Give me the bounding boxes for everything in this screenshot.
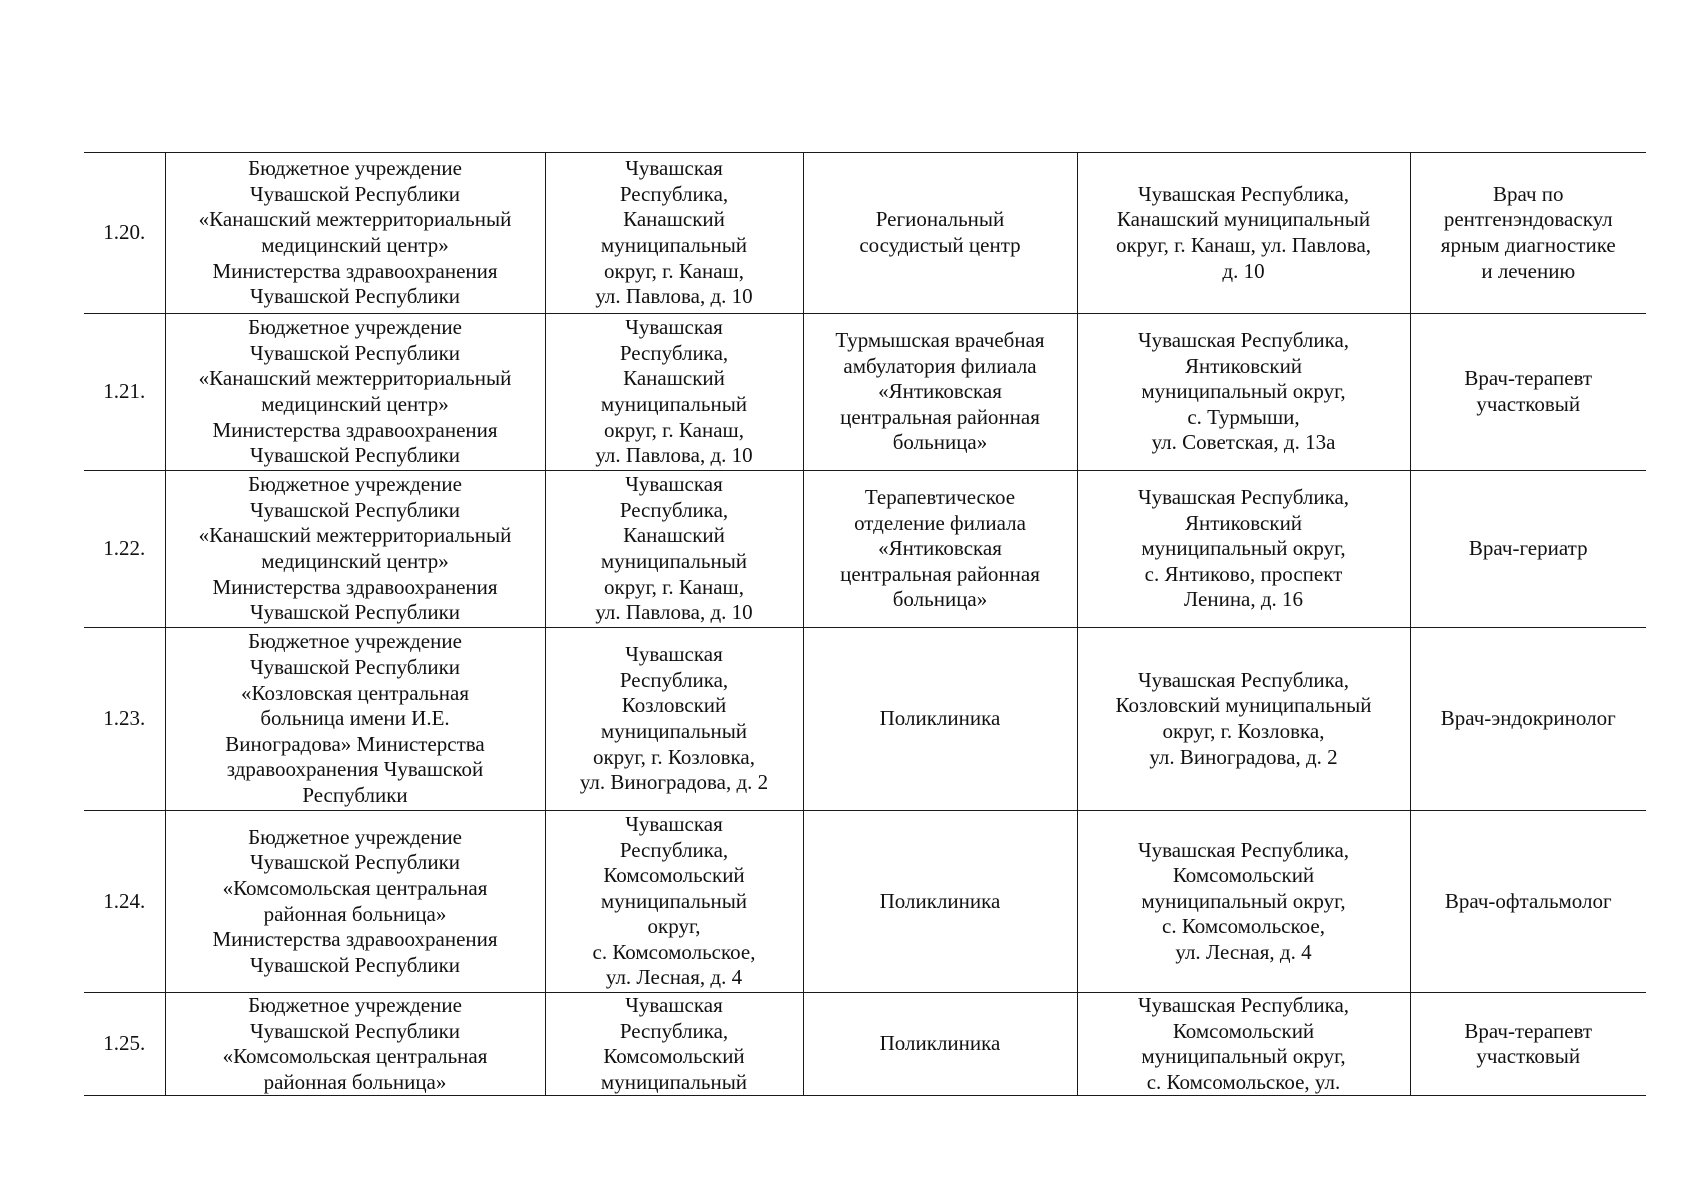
legal-address: Чувашская Республика, Канашский муниципальный округ, г. Канаш, ул. Павлова, д. 10 (545, 153, 803, 314)
table-row (84, 811, 1646, 993)
row-number: 1.22. (84, 471, 165, 628)
table-row (84, 153, 1646, 314)
legal-address: Чувашская Республика, Комсомольский муниципальный округ, с. Комсомольское, ул. Лесная, д. 4 (545, 811, 803, 993)
subdivision-name: Поликлиника (803, 993, 1077, 1096)
position-title: Врач-гериатр (1410, 471, 1646, 628)
position-title: Врач-терапевт участковый (1410, 314, 1646, 471)
actual-address: Чувашская Республика, Янтиковский муниципальный округ, с. Янтиково, проспект Ленина, д. 16 (1077, 471, 1410, 628)
subdivision-name: Региональный сосудистый центр (803, 153, 1077, 314)
position-title: Врач-терапевт участковый (1410, 993, 1646, 1096)
row-number: 1.21. (84, 314, 165, 471)
position-title: Врач по рентгенэндоваскул ярным диагностике и лечению (1410, 153, 1646, 314)
actual-address: Чувашская Республика, Комсомольский муниципальный округ, с. Комсомольское, ул. (1077, 993, 1410, 1096)
institution-name: Бюджетное учреждение Чувашской Республики «Канашский межтерриториальный медицинский центр» Министерства здравоохранения Чувашской Республики (165, 471, 545, 628)
subdivision-name: Поликлиника (803, 628, 1077, 811)
position-title: Врач-офтальмолог (1410, 811, 1646, 993)
legal-address: Чувашская Республика, Комсомольский муниципальный (545, 993, 803, 1096)
institution-name: Бюджетное учреждение Чувашской Республики «Комсомольская центральная районная больница» (165, 993, 545, 1096)
table-row (84, 314, 1646, 471)
subdivision-name: Терапевтическое отделение филиала «Янтиковская центральная районная больница» (803, 471, 1077, 628)
position-title: Врач-эндокринолог (1410, 628, 1646, 811)
row-number: 1.24. (84, 811, 165, 993)
row-number: 1.23. (84, 628, 165, 811)
table-row (84, 628, 1646, 811)
actual-address: Чувашская Республика, Янтиковский муниципальный округ, с. Турмыши, ул. Советская, д. 13а (1077, 314, 1410, 471)
row-number: 1.25. (84, 993, 165, 1096)
legal-address: Чувашская Республика, Канашский муниципальный округ, г. Канаш, ул. Павлова, д. 10 (545, 314, 803, 471)
legal-address: Чувашская Республика, Козловский муниципальный округ, г. Козловка, ул. Виноградова, д. 2 (545, 628, 803, 811)
subdivision-name: Турмышская врачебная амбулатория филиала «Янтиковская центральная районная больница» (803, 314, 1077, 471)
institution-name: Бюджетное учреждение Чувашской Республики «Комсомольская центральная районная больница» Министерства здравоохранения Чувашской Республики (165, 811, 545, 993)
institutions-table (84, 152, 1646, 1096)
subdivision-name: Поликлиника (803, 811, 1077, 993)
actual-address: Чувашская Республика, Козловский муниципальный округ, г. Козловка, ул. Виноградова, д. 2 (1077, 628, 1410, 811)
actual-address: Чувашская Республика, Канашский муниципальный округ, г. Канаш, ул. Павлова, д. 10 (1077, 153, 1410, 314)
legal-address: Чувашская Республика, Канашский муниципальный округ, г. Канаш, ул. Павлова, д. 10 (545, 471, 803, 628)
table-row (84, 993, 1646, 1096)
table-row (84, 471, 1646, 628)
row-number: 1.20. (84, 153, 165, 314)
document-table-container (84, 152, 1646, 1096)
institution-name: Бюджетное учреждение Чувашской Республики «Козловская центральная больница имени И.Е. Виноградова» Министерства здравоохранения Чувашской Республики (165, 628, 545, 811)
institution-name: Бюджетное учреждение Чувашской Республики «Канашский межтерриториальный медицинский центр» Министерства здравоохранения Чувашской Республики (165, 153, 545, 314)
actual-address: Чувашская Республика, Комсомольский муниципальный округ, с. Комсомольское, ул. Лесная, д. 4 (1077, 811, 1410, 993)
institution-name: Бюджетное учреждение Чувашской Республики «Канашский межтерриториальный медицинский центр» Министерства здравоохранения Чувашской Республики (165, 314, 545, 471)
